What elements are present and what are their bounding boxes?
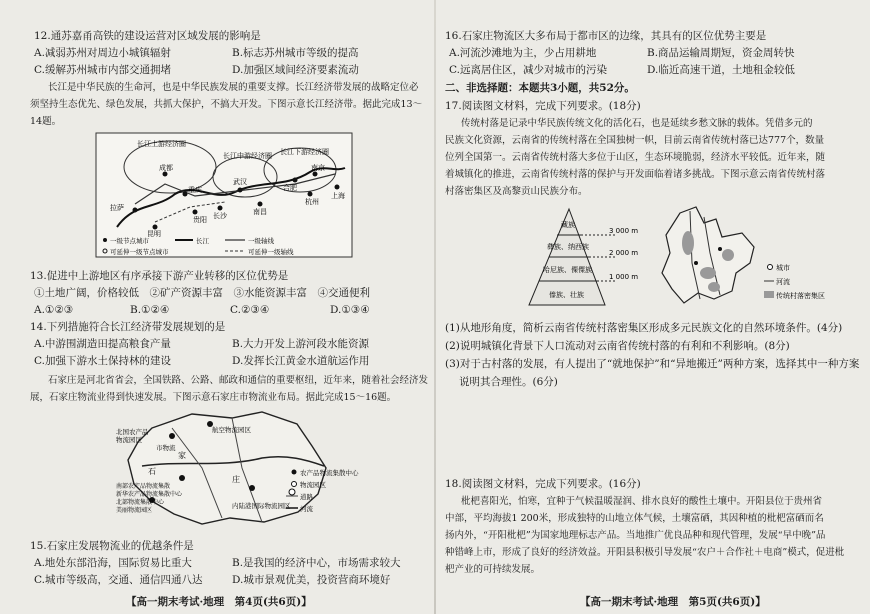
legend-axis2: 可延伸一级轴线 (248, 248, 294, 256)
q13-option-a: A.①②③ (34, 304, 74, 316)
q14-option-d: D.发挥长江黄金水道航运作用 (232, 355, 370, 367)
map2-label: 市物流 (156, 444, 176, 452)
city-label: 拉萨 (110, 204, 124, 212)
q16-option-d: D.临近高速干道，土地租金较低 (647, 64, 795, 76)
city-label: 长沙 (213, 212, 227, 220)
map1-middle-label: 长江中游经济圈 (223, 152, 272, 160)
map1-upper-label: 长江上游经济圈 (137, 140, 186, 148)
yangtze-economic-belt-map (95, 132, 355, 260)
city-label: 南昌 (253, 208, 267, 216)
q13-option-d: D.①③④ (330, 304, 370, 316)
legend-center: 农产品物流集散中心 (300, 469, 359, 477)
intro15-line1: 石家庄是河北省省会，全国铁路、公路、邮政和通信的重要枢纽，近年来，随着社会经济发 (48, 375, 429, 386)
legend-river: 河流 (776, 278, 790, 286)
map2-label: 美丽物流园区 (116, 507, 153, 514)
intro13-line1: 长江是中华民族的生命河，也是中华民族发展的重要支撑。长江经济带发展的战略定位必 (48, 82, 419, 93)
q15-option-d: D.城市景观优美，投资营商环境好 (232, 574, 391, 586)
q17-para-2: 民族文化资源，云南省的传统村落在全国独树一帜，目前云南省传统村落已达777个，数量 (445, 135, 825, 146)
q17-sub3-line2: 说明其合理性。(6分) (459, 376, 558, 388)
ethnic-altitude-pyramid (525, 205, 645, 313)
map2-label: 庄 (232, 475, 240, 484)
legend-river: 河流 (300, 505, 313, 513)
legend-node-city: 一级节点城市 (110, 237, 149, 245)
intro13-line3: 14题。 (30, 116, 62, 127)
q17-sub2: (2)说明城镇化背景下人口流动对云南省传统村落的有利和不利影响。(8分) (445, 340, 790, 352)
q18-para-4: 种错峰上市，形成了良好的经济效益。开阳县积极引导发展“农户＋合作社＋电商”模式，促进枇 (445, 547, 845, 558)
city-label: 重庆 (188, 186, 202, 194)
q15-option-b: B.是我国的经济中心，市场需求较大 (232, 557, 401, 569)
city-label: 昆明 (147, 230, 161, 238)
city-label: 合肥 (283, 184, 297, 192)
q12-option-b: B.标志苏州城市等级的提高 (232, 47, 359, 59)
q17-para-1: 传统村落是记录中华民族传统文化的活化石，也是延续乡愁文脉的载体。凭借多元的 (461, 118, 813, 129)
q15-stem: 15.石家庄发展物流业的优越条件是 (30, 540, 194, 552)
q12-stem: 12.通苏嘉甬高铁的建设运营对区域发展的影响是 (34, 30, 261, 42)
q13-option-b: B.①②④ (130, 304, 170, 316)
legend-dense-area: 传统村落密集区 (776, 292, 825, 300)
q13-option-c: C.②③④ (230, 304, 270, 316)
q17-stem: 17.阅读图文材料，完成下列要求。(18分) (445, 100, 641, 112)
q12-option-c: C.缓解苏州城市内部交通拥堵 (34, 64, 171, 76)
q17-para-5: 村落密集区及高黎贡山民族分布。 (445, 186, 588, 197)
map2-label: 航空物流园区 (212, 426, 251, 434)
map2-label: 南部农产品物流集散 (116, 483, 171, 490)
legend-road: 道路 (300, 493, 313, 501)
q14-option-b: B.大力开发上游河段水能资源 (232, 338, 370, 350)
legend-city: 城市 (776, 264, 790, 272)
q14-option-c: C.加强下游水土保持林的建设 (34, 355, 171, 367)
map2-label: 内陆港国际物流园区 (232, 502, 291, 510)
pyramid-bottom: 傣族、壮族 (549, 291, 584, 299)
page5-footer: 【高一期末考试·地理 第5页(共6页)】 (580, 596, 766, 608)
legend-river: 长江 (196, 237, 209, 245)
city-label: 上海 (331, 192, 345, 200)
map2-label: 物流园区 (116, 436, 142, 444)
q15-option-c: C.城市等级高，交通、通信四通八达 (34, 574, 203, 586)
city-label: 成都 (159, 164, 173, 172)
intro15-line2: 展，石家庄物流业得到快速发展。下图示意石家庄市物流业布局。据此完成15～16题。 (30, 392, 397, 403)
q16-option-c: C.远离居住区，减少对城市的污染 (449, 64, 607, 76)
city-label: 武汉 (233, 178, 247, 186)
city-label: 贵阳 (193, 216, 207, 224)
q17-para-4: 着城镇化的推进，云南省传统村落的保护与开发面临着诸多挑战。下图示意云南省传统村落 (445, 169, 826, 180)
q18-para-1: 枇杷喜阳光，怕寒，宜种于气候温暖湿润、排水良好的酸性土壤中。开阳县位于贵州省 (461, 496, 823, 507)
shijiazhuang-logistics-map (112, 408, 374, 530)
legend-extend-city: 可延伸一级节点城市 (110, 248, 169, 256)
page-5 (435, 0, 870, 614)
intro13-line2: 须坚持生态优先、绿色发展，共抓大保护，不搞大开发。下图示意长江经济带。据此完成13～ (30, 99, 423, 110)
q15-option-a: A.地处东部沿海，国际贸易比重大 (34, 557, 192, 569)
map1-lower-label: 长江下游经济圈 (280, 148, 329, 156)
q14-stem: 14.下列措施符合长江经济带发展规划的是 (30, 321, 226, 333)
altitude-3000: 3 000 m (609, 227, 639, 235)
altitude-2000: 2 000 m (609, 249, 639, 257)
map2-label: 新华农产品物流集散中心 (116, 491, 183, 498)
pyramid-top: 藏族 (561, 221, 575, 229)
map2-label: 家 (178, 451, 186, 460)
q13-stem: 13.促进中上游地区有序承接下游产业转移的区位优势是 (30, 270, 289, 282)
q13-statements: ①土地广阔，价格较低 ②矿产资源丰富 ③水能资源丰富 ④交通便利 (34, 287, 370, 299)
page4-footer: 【高一期末考试·地理 第4页(共6页)】 (126, 596, 312, 608)
legend-park: 物流园区 (300, 481, 326, 489)
map2-label: 北国农产品 (116, 428, 149, 436)
q14-option-a: A.中游围湖造田提高粮食产量 (34, 338, 171, 350)
altitude-1000: 1 000 m (609, 273, 639, 281)
q17-para-3: 位列全国第一。云南省传统村落大多位于山区，生态环境脆弱，经济水平较低。近年来，随 (445, 152, 826, 163)
q18-para-3: 扬内外，“开阳枇杷”为国家地理标志产品。当地推广优良品种和现代管理，发展“早中晚”品 (445, 530, 826, 541)
q18-para-5: 杷产业的可持续发展。 (445, 564, 541, 575)
q16-option-a: A.河流沙滩地为主，少占用耕地 (449, 47, 597, 59)
q12-option-a: A.减弱苏州对周边小城镇辐射 (34, 47, 171, 59)
pyramid-mid2: 哈尼族、傈僳族 (543, 266, 592, 274)
q18-para-2: 中部，平均海拔1 200米，形成独特的山地立体气候，土壤富硒，其因种植的枇杷富硒而名 (445, 513, 824, 524)
legend-axis1: 一级轴线 (248, 237, 274, 245)
section-2-header: 二、非选择题：本题共3小题，共52分。 (445, 82, 635, 94)
map2-label: 北部物流集散中心 (116, 499, 165, 506)
q16-stem: 16.石家庄物流区大多布局于都市区的边缘，其具有的区位优势主要是 (445, 30, 767, 42)
q18-stem: 18.阅读图文材料，完成下列要求。(16分) (445, 478, 641, 490)
city-label: 杭州 (305, 198, 319, 206)
q17-sub3-line1: (3)对于古村落的发展，有人提出了“就地保护”和“异地搬迁”两种方案，选择其中一种方案 (445, 358, 860, 370)
q12-option-d: D.加强区域间经济要素流动 (232, 64, 359, 76)
q17-sub1: (1)从地形角度，简析云南省传统村落密集区形成多元民族文化的自然环境条件。(4分) (445, 322, 843, 334)
city-label: 南京 (311, 164, 325, 172)
yunnan-village-map (650, 203, 850, 318)
pyramid-mid1: 彝族、纳西族 (547, 243, 589, 251)
map2-label: 石 (148, 467, 156, 476)
q16-option-b: B.商品运输周期短，资金周转快 (647, 47, 795, 59)
